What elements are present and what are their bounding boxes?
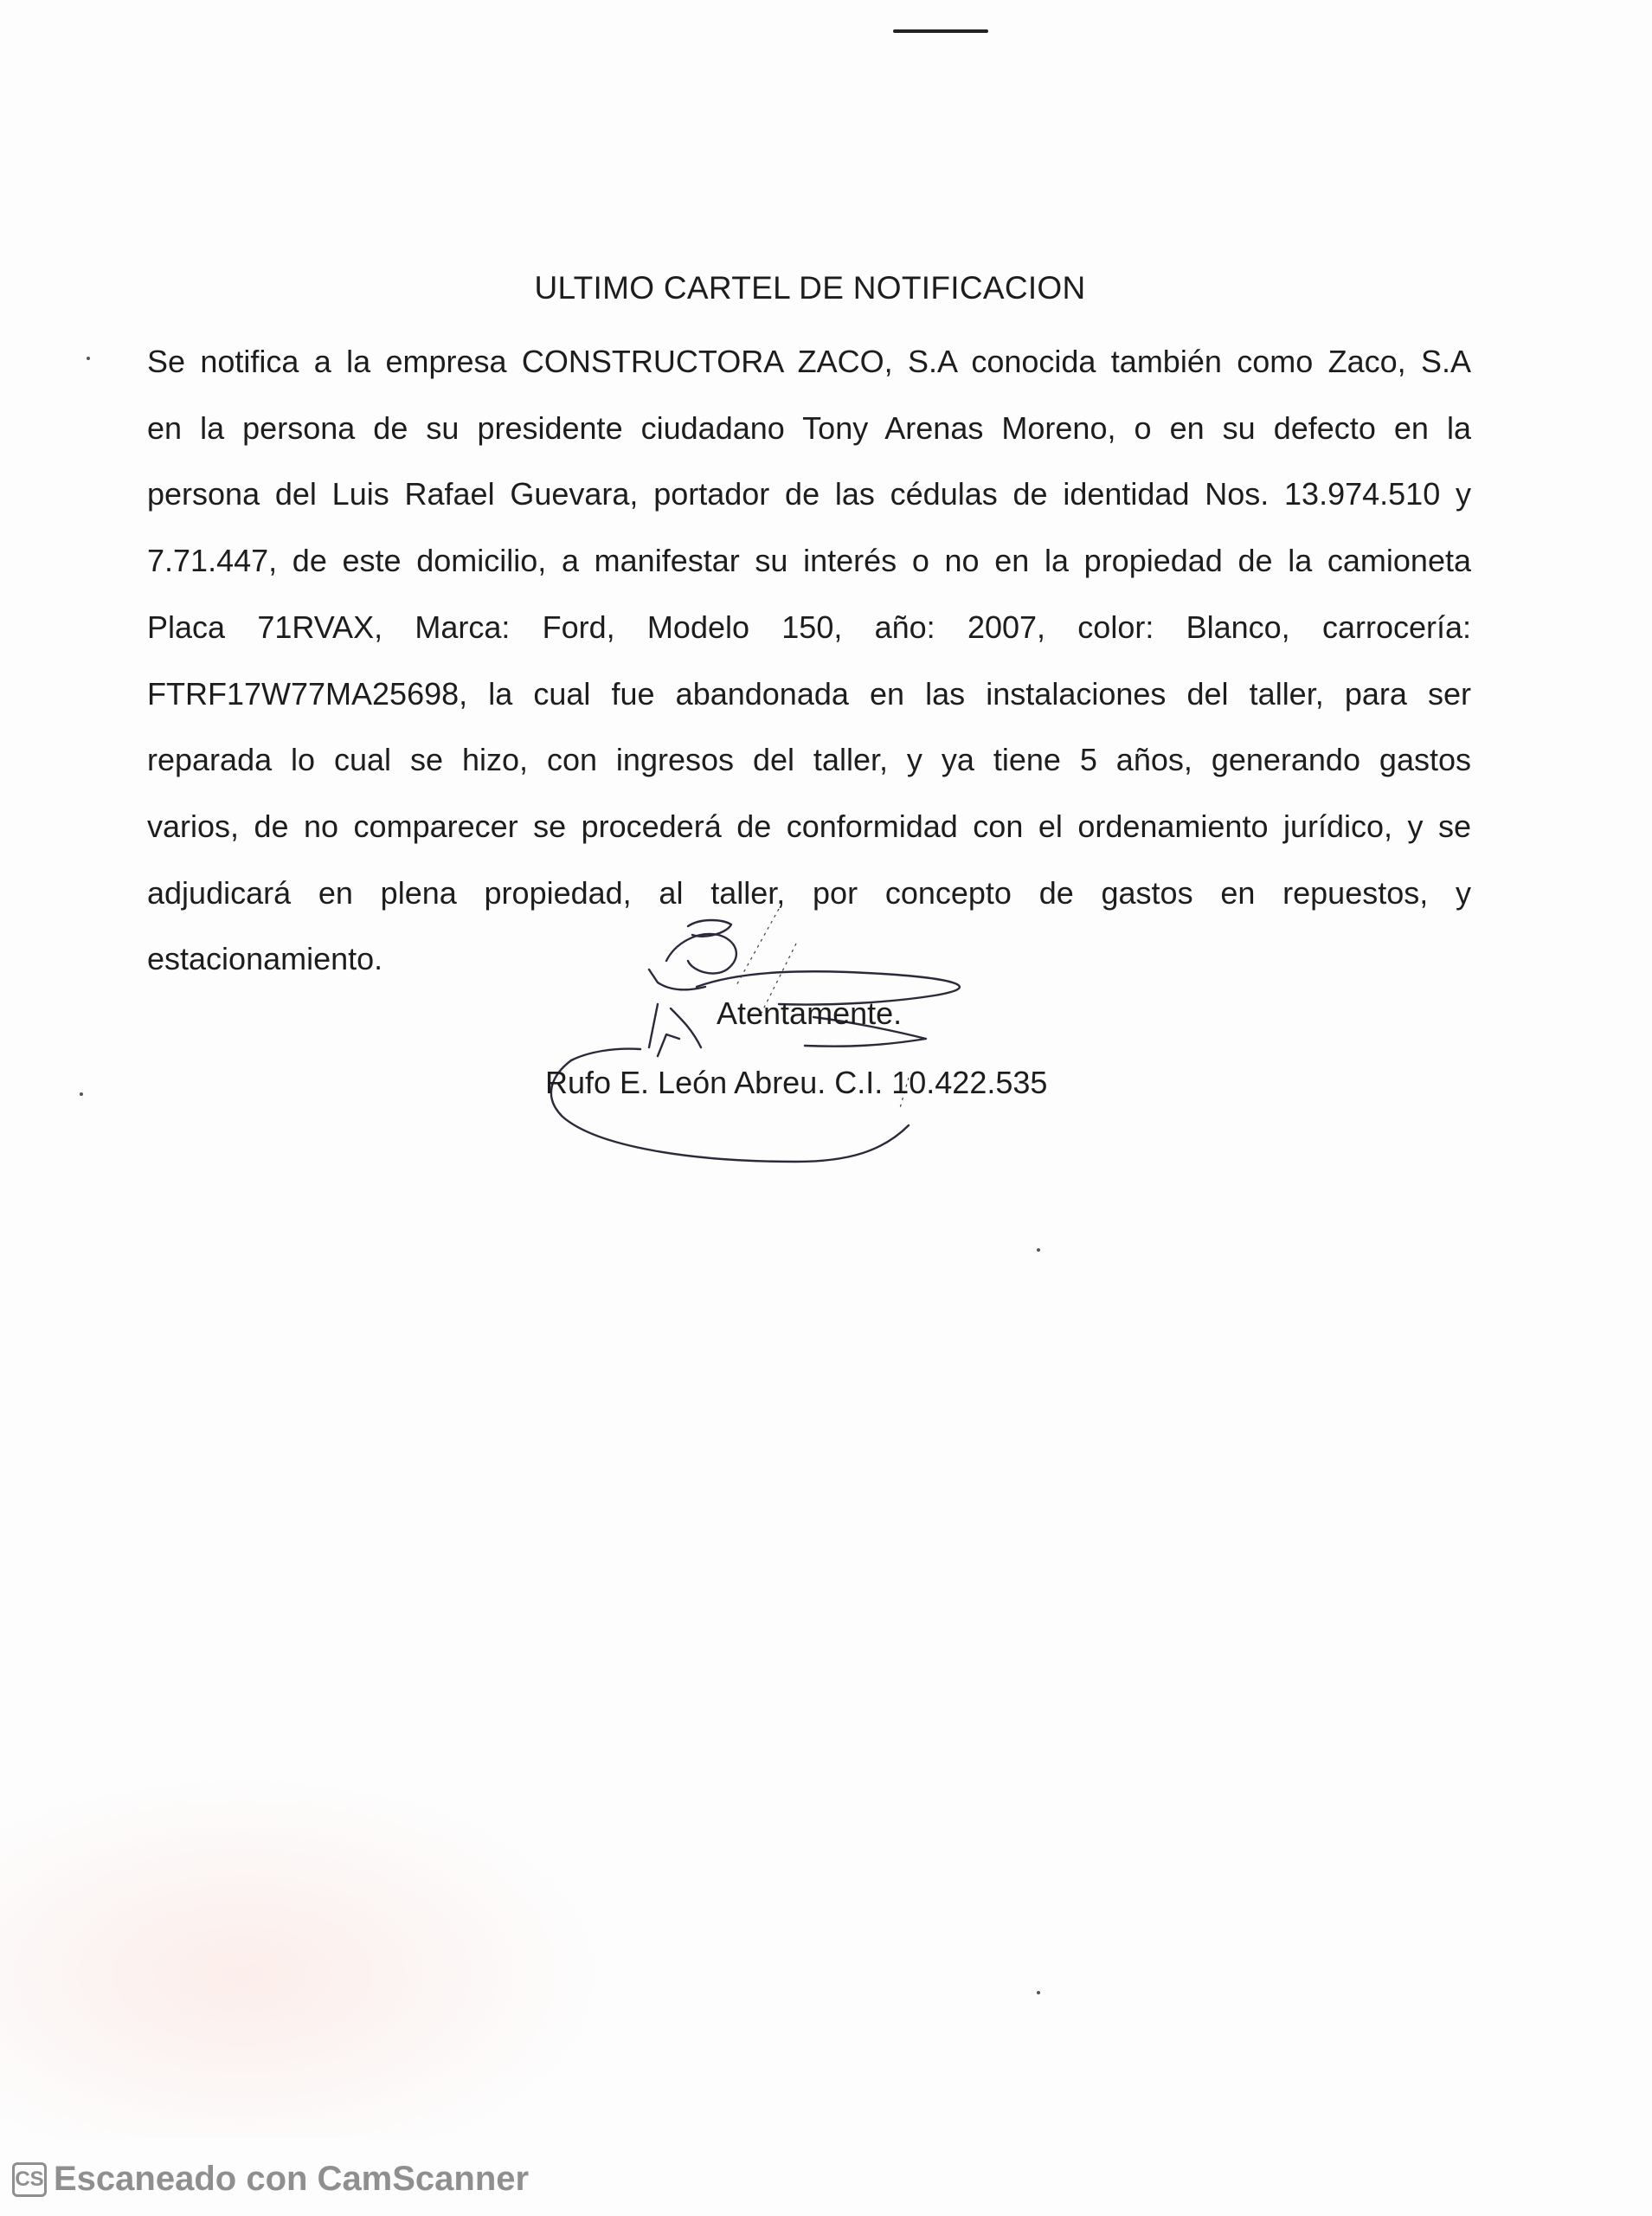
scan-speck xyxy=(1037,1248,1040,1252)
scan-speck xyxy=(80,1092,83,1096)
document-title: ULTIMO CARTEL DE NOTIFICACION xyxy=(534,270,1086,306)
notice-body xyxy=(147,329,1471,993)
paper-stain xyxy=(0,1775,606,2138)
scan-speck xyxy=(1037,1991,1040,1994)
signer-name-and-id: Rufo E. León Abreu. C.I. 10.422.535 xyxy=(545,1065,1048,1100)
body-line: Se notifica a la empresa CONSTRUCTORA ZACO, S.A conocida también como Zaco, S.A xyxy=(147,344,1471,379)
body-line: varios, de no comparecer se procederá de conformidad con el ordenamiento jurídico, y se xyxy=(147,808,1471,844)
camscanner-logo-icon: CS xyxy=(12,2162,47,2197)
body-line: FTRF17W77MA25698, la cual fue abandonada en las instalaciones del taller, para ser xyxy=(147,675,1471,712)
body-line: Placa 71RVAX, Marca: Ford, Modelo 150, año: 2007, color: Blanco, carrocería: xyxy=(147,609,1471,645)
body-line: estacionamiento. xyxy=(147,941,383,977)
body-line: persona del Luis Rafael Guevara, portador de las cédulas de identidad Nos. 13.974.510 y xyxy=(147,476,1471,512)
handwritten-signature xyxy=(519,909,1038,1195)
watermark-text: Escaneado con CamScanner xyxy=(54,2160,530,2198)
body-line: reparada lo cual se hizo, con ingresos del taller, y ya tiene 5 años, generando gastos xyxy=(147,742,1471,778)
top-dash-mark xyxy=(893,29,988,33)
scan-speck xyxy=(87,357,90,360)
body-line: adjudicará en plena propiedad, al taller, por concepto de gastos en repuestos, y xyxy=(147,874,1471,911)
camscanner-watermark xyxy=(12,2160,529,2199)
body-line: en la persona de su presidente ciudadano Tony Arenas Moreno, o en su defecto en la xyxy=(147,409,1471,446)
body-line: 7.71.447, de este domicilio, a manifestar su interés o no en la propiedad de la camioneta xyxy=(147,543,1471,579)
closing-salutation: Atentamente. xyxy=(717,995,903,1031)
